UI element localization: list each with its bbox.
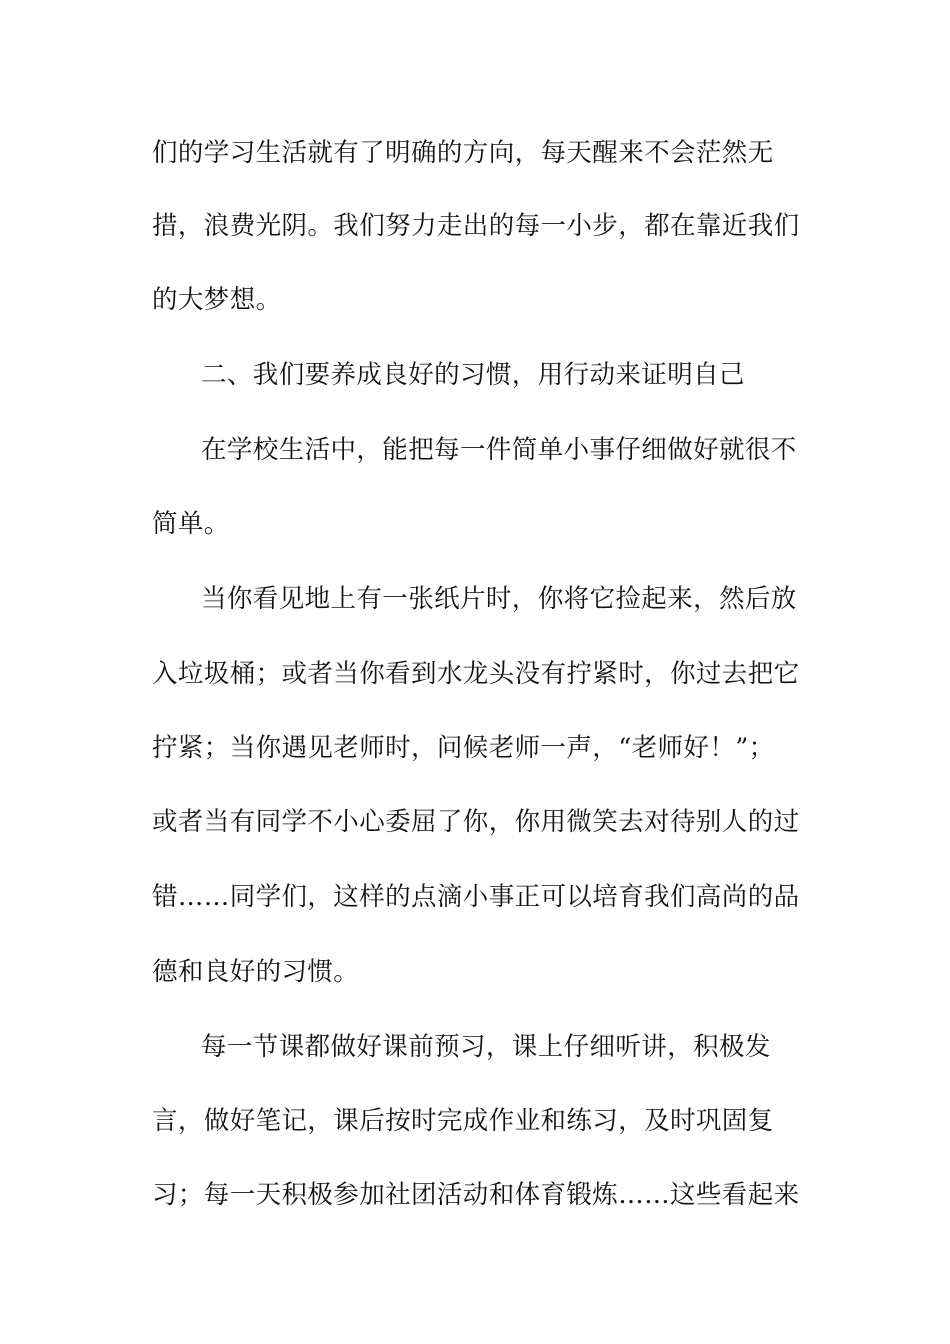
text-line: 拧紧；当你遇见老师时，问候老师一声，“老师好！”；: [152, 733, 775, 763]
text-line: 简单。: [152, 509, 230, 539]
text-line: 每一节课都做好课前预习，课上仔细听讲，积极发: [201, 1032, 771, 1062]
text-line: 习；每一天积极参加社团活动和体育锻炼……这些看起来: [152, 1180, 800, 1210]
section-heading: 二、我们要养成良好的习惯，用行动来证明自己: [201, 360, 745, 390]
text-line: 或者当有同学不小心委屈了你，你用微笑去对待别人的过: [152, 807, 800, 837]
text-line: 的大梦想。: [152, 285, 282, 315]
text-line: 们的学习生活就有了明确的方向，每天醒来不会茫然无: [152, 138, 774, 168]
text-line: 措，浪费光阴。我们努力走出的每一小步，都在靠近我们: [152, 211, 800, 241]
text-line: 错……同学们，这样的点滴小事正可以培育我们高尚的品: [152, 882, 800, 912]
text-line: 当你看见地上有一张纸片时，你将它捡起来，然后放: [201, 584, 797, 614]
text-line: 德和良好的习惯。: [152, 957, 360, 987]
text-line: 入垃圾桶；或者当你看到水龙头没有拧紧时，你过去把它: [152, 659, 800, 689]
text-line: 在学校生活中，能把每一件简单小事仔细做好就很不: [201, 435, 797, 465]
text-line: 言，做好笔记，课后按时完成作业和练习，及时巩固复: [152, 1106, 774, 1136]
